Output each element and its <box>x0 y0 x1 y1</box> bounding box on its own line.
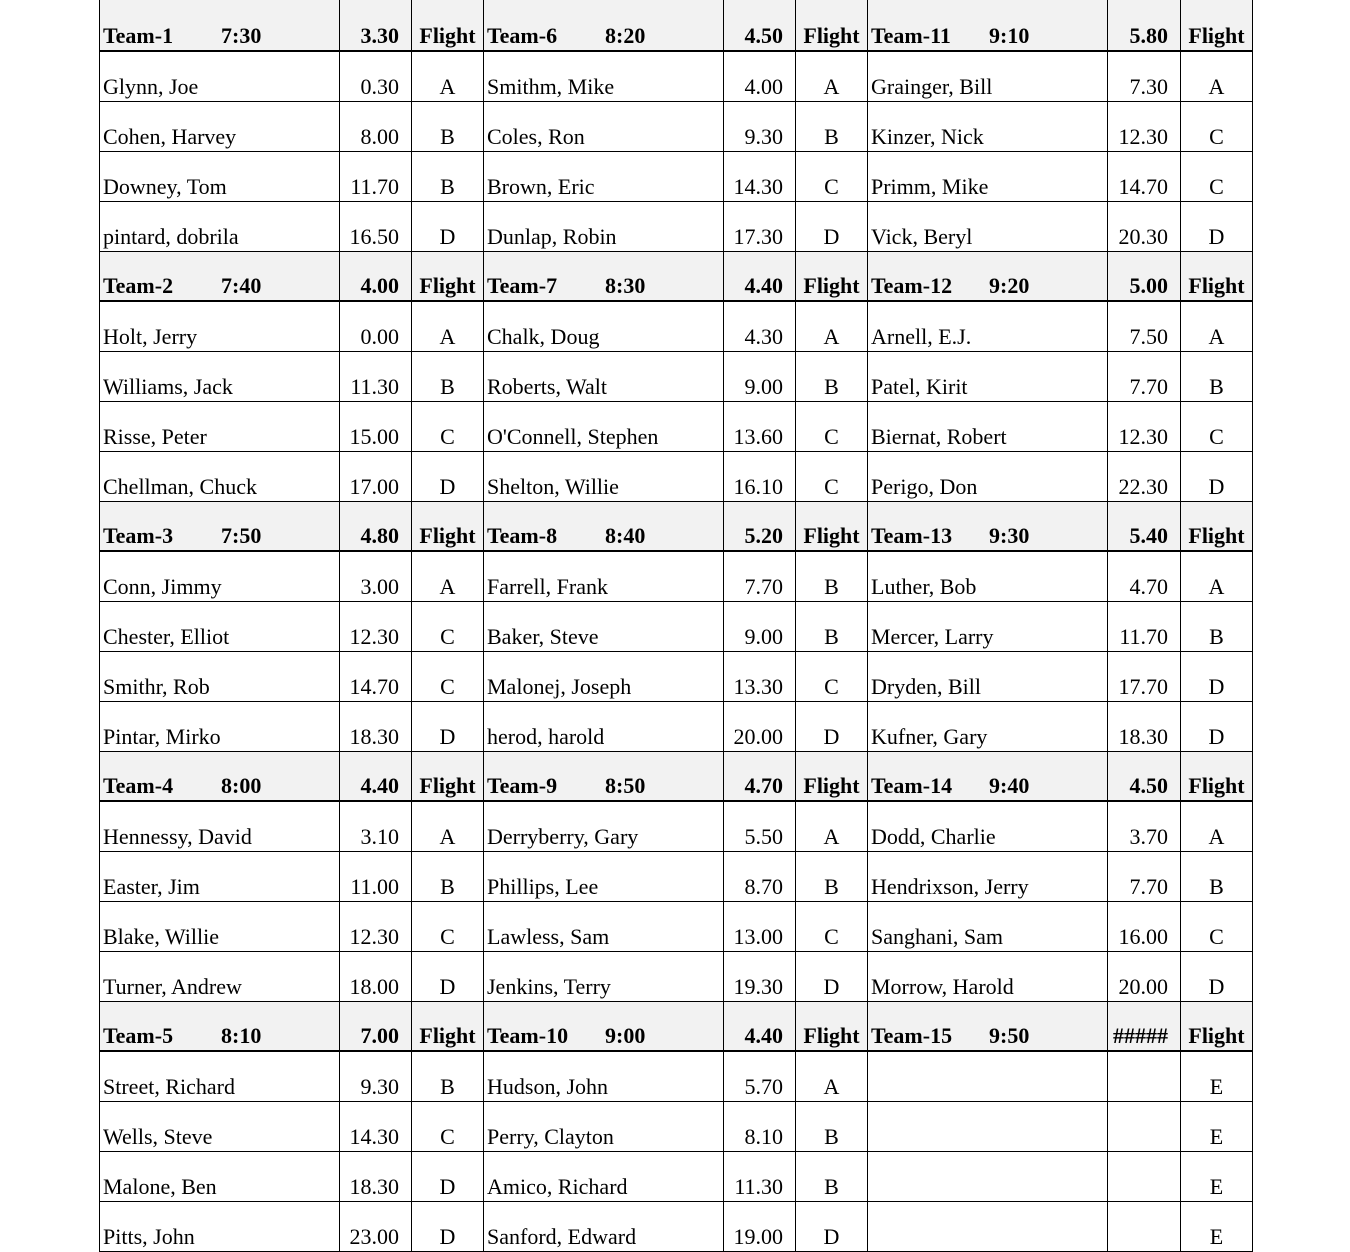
player-row <box>100 51 1253 101</box>
player-handicap: 7.50 <box>1108 301 1181 351</box>
team-header-row <box>100 251 1253 301</box>
player-name: Farrell, Frank <box>484 551 724 601</box>
player-flight: C <box>796 651 868 701</box>
player-flight: A <box>412 301 484 351</box>
tee-time: 8:30 <box>605 273 646 298</box>
player-name: O'Connell, Stephen <box>484 401 724 451</box>
tee-time: 9:00 <box>605 1023 646 1048</box>
team-header-row <box>100 501 1253 551</box>
player-name: Roberts, Walt <box>484 351 724 401</box>
team-header-cell <box>868 751 1108 801</box>
player-handicap: 11.30 <box>340 351 412 401</box>
player-handicap: 13.60 <box>724 401 796 451</box>
player-handicap: 7.70 <box>724 551 796 601</box>
flight-header: Flight <box>796 1001 868 1051</box>
player-flight: E <box>1181 1201 1253 1251</box>
player-handicap: 18.30 <box>340 1151 412 1201</box>
player-name: Hudson, John <box>484 1051 724 1101</box>
flight-header: Flight <box>412 501 484 551</box>
player-handicap: 12.30 <box>1108 401 1181 451</box>
player-flight: A <box>412 51 484 101</box>
player-row <box>100 851 1253 901</box>
player-handicap: 17.30 <box>724 201 796 251</box>
player-handicap: 13.00 <box>724 901 796 951</box>
player-name: Dodd, Charlie <box>868 801 1108 851</box>
team-header-row <box>100 751 1253 801</box>
player-name: Derryberry, Gary <box>484 801 724 851</box>
player-handicap <box>1108 1051 1181 1101</box>
team-name: Team-8 <box>487 523 558 548</box>
player-name: Morrow, Harold <box>868 951 1108 1001</box>
player-handicap: 15.00 <box>340 401 412 451</box>
player-handicap: 11.00 <box>340 851 412 901</box>
flight-header: Flight <box>796 0 868 51</box>
player-row <box>100 101 1253 151</box>
player-handicap: 17.00 <box>340 451 412 501</box>
player-flight: D <box>796 201 868 251</box>
player-flight: B <box>796 1101 868 1151</box>
team-name: Team-5 <box>103 1023 174 1048</box>
player-handicap: 19.30 <box>724 951 796 1001</box>
team-handicap: ##### <box>1108 1001 1181 1051</box>
team-header-row <box>100 1001 1253 1051</box>
player-flight: B <box>796 851 868 901</box>
player-handicap: 3.00 <box>340 551 412 601</box>
player-flight: D <box>796 1201 868 1251</box>
player-handicap: 7.70 <box>1108 351 1181 401</box>
tee-time: 9:30 <box>989 523 1030 548</box>
player-flight: E <box>1181 1151 1253 1201</box>
flight-header: Flight <box>1181 1001 1253 1051</box>
player-handicap: 8.70 <box>724 851 796 901</box>
team-header-cell <box>868 251 1108 301</box>
player-handicap: 16.10 <box>724 451 796 501</box>
player-name: Luther, Bob <box>868 551 1108 601</box>
player-handicap: 13.30 <box>724 651 796 701</box>
player-row <box>100 701 1253 751</box>
player-name: pintard, dobrila <box>100 201 340 251</box>
player-handicap: 8.00 <box>340 101 412 151</box>
tee-time: 8:50 <box>605 773 646 798</box>
player-handicap: 0.30 <box>340 51 412 101</box>
flight-header: Flight <box>412 751 484 801</box>
player-name: Perigo, Don <box>868 451 1108 501</box>
player-handicap: 9.30 <box>340 1051 412 1101</box>
player-handicap: 16.00 <box>1108 901 1181 951</box>
team-name: Team-12 <box>871 273 953 298</box>
player-flight: A <box>796 301 868 351</box>
player-flight: C <box>796 901 868 951</box>
team-handicap: 4.50 <box>724 0 796 51</box>
player-handicap: 14.70 <box>1108 151 1181 201</box>
player-flight: B <box>412 351 484 401</box>
team-name: Team-1 <box>103 23 174 48</box>
team-name: Team-4 <box>103 773 174 798</box>
player-name: Shelton, Willie <box>484 451 724 501</box>
tee-time: 7:50 <box>221 523 262 548</box>
team-header-cell <box>484 0 724 51</box>
player-handicap: 20.30 <box>1108 201 1181 251</box>
player-name: Pintar, Mirko <box>100 701 340 751</box>
player-name: Grainger, Bill <box>868 51 1108 101</box>
player-name: Conn, Jimmy <box>100 551 340 601</box>
player-name: Lawless, Sam <box>484 901 724 951</box>
player-flight: C <box>412 651 484 701</box>
player-name: Mercer, Larry <box>868 601 1108 651</box>
tee-time: 9:40 <box>989 773 1030 798</box>
team-handicap: 7.00 <box>340 1001 412 1051</box>
player-name: Smithm, Mike <box>484 51 724 101</box>
player-flight: C <box>412 1101 484 1151</box>
player-flight: B <box>796 101 868 151</box>
player-row <box>100 1151 1253 1201</box>
player-handicap: 7.30 <box>1108 51 1181 101</box>
player-handicap: 14.70 <box>340 651 412 701</box>
player-handicap: 12.30 <box>340 601 412 651</box>
team-handicap: 4.40 <box>724 251 796 301</box>
player-name: Jenkins, Terry <box>484 951 724 1001</box>
player-flight: C <box>1181 151 1253 201</box>
player-row <box>100 801 1253 851</box>
player-name: Chellman, Chuck <box>100 451 340 501</box>
team-name: Team-15 <box>871 1023 953 1048</box>
player-flight: B <box>412 1051 484 1101</box>
tee-time: 8:10 <box>221 1023 262 1048</box>
player-name: Arnell, E.J. <box>868 301 1108 351</box>
flight-header: Flight <box>412 1001 484 1051</box>
player-name: Malone, Ben <box>100 1151 340 1201</box>
player-name: Williams, Jack <box>100 351 340 401</box>
player-handicap: 18.30 <box>1108 701 1181 751</box>
player-name: Hennessy, David <box>100 801 340 851</box>
team-handicap: 5.40 <box>1108 501 1181 551</box>
player-name: Chalk, Doug <box>484 301 724 351</box>
player-name: Sanghani, Sam <box>868 901 1108 951</box>
player-handicap: 18.30 <box>340 701 412 751</box>
team-header-cell <box>484 751 724 801</box>
player-flight: C <box>412 601 484 651</box>
player-flight: D <box>412 701 484 751</box>
team-header-cell <box>100 501 340 551</box>
player-handicap: 20.00 <box>724 701 796 751</box>
player-flight: D <box>1181 651 1253 701</box>
team-handicap: 4.50 <box>1108 751 1181 801</box>
player-flight: C <box>412 401 484 451</box>
player-name <box>868 1201 1108 1251</box>
player-flight: A <box>796 1051 868 1101</box>
player-flight: D <box>412 1201 484 1251</box>
team-name: Team-2 <box>103 273 174 298</box>
team-name: Team-11 <box>871 23 951 48</box>
player-handicap: 3.70 <box>1108 801 1181 851</box>
player-flight: D <box>412 451 484 501</box>
player-handicap: 7.70 <box>1108 851 1181 901</box>
player-handicap: 12.30 <box>340 901 412 951</box>
player-name: Turner, Andrew <box>100 951 340 1001</box>
player-name: Brown, Eric <box>484 151 724 201</box>
player-handicap: 3.10 <box>340 801 412 851</box>
player-flight: D <box>412 1151 484 1201</box>
tee-time: 8:40 <box>605 523 646 548</box>
player-handicap <box>1108 1151 1181 1201</box>
player-name: Dryden, Bill <box>868 651 1108 701</box>
flight-header: Flight <box>1181 751 1253 801</box>
player-handicap: 5.70 <box>724 1051 796 1101</box>
player-name: Risse, Peter <box>100 401 340 451</box>
player-flight: C <box>796 401 868 451</box>
tee-time: 8:00 <box>221 773 262 798</box>
player-row <box>100 951 1253 1001</box>
player-row <box>100 451 1253 501</box>
player-flight: E <box>1181 1051 1253 1101</box>
player-handicap: 8.10 <box>724 1101 796 1151</box>
player-flight: B <box>796 551 868 601</box>
player-flight: E <box>1181 1101 1253 1151</box>
player-row <box>100 151 1253 201</box>
player-flight: C <box>1181 901 1253 951</box>
player-name: Biernat, Robert <box>868 401 1108 451</box>
player-name: Amico, Richard <box>484 1151 724 1201</box>
team-name: Team-9 <box>487 773 558 798</box>
player-name: Hendrixson, Jerry <box>868 851 1108 901</box>
player-name: Patel, Kirit <box>868 351 1108 401</box>
player-handicap: 4.30 <box>724 301 796 351</box>
team-header-cell <box>100 251 340 301</box>
player-name: Perry, Clayton <box>484 1101 724 1151</box>
player-name <box>868 1051 1108 1101</box>
tee-time: 9:50 <box>989 1023 1030 1048</box>
player-flight: A <box>1181 551 1253 601</box>
team-handicap: 5.00 <box>1108 251 1181 301</box>
player-flight: B <box>796 601 868 651</box>
flight-header: Flight <box>1181 0 1253 51</box>
flight-header: Flight <box>412 0 484 51</box>
player-row <box>100 351 1253 401</box>
player-handicap: 14.30 <box>340 1101 412 1151</box>
team-header-cell <box>100 751 340 801</box>
player-name: Holt, Jerry <box>100 301 340 351</box>
player-name: Vick, Beryl <box>868 201 1108 251</box>
player-flight: D <box>412 951 484 1001</box>
tee-time: 7:30 <box>221 23 262 48</box>
player-flight: C <box>1181 101 1253 151</box>
player-flight: C <box>796 151 868 201</box>
team-handicap: 4.80 <box>340 501 412 551</box>
tee-time: 9:20 <box>989 273 1030 298</box>
player-flight: B <box>796 1151 868 1201</box>
player-name: Kinzer, Nick <box>868 101 1108 151</box>
team-header-cell <box>100 0 340 51</box>
player-flight: A <box>796 51 868 101</box>
player-name: Smithr, Rob <box>100 651 340 701</box>
player-row <box>100 551 1253 601</box>
player-flight: A <box>1181 301 1253 351</box>
player-row <box>100 201 1253 251</box>
player-name: Phillips, Lee <box>484 851 724 901</box>
team-header-cell <box>484 501 724 551</box>
player-handicap: 4.70 <box>1108 551 1181 601</box>
team-header-cell <box>868 0 1108 51</box>
player-handicap: 14.30 <box>724 151 796 201</box>
tee-time: 9:10 <box>989 23 1030 48</box>
player-handicap: 0.00 <box>340 301 412 351</box>
team-handicap: 5.20 <box>724 501 796 551</box>
player-flight: A <box>1181 51 1253 101</box>
player-handicap: 4.00 <box>724 51 796 101</box>
player-row <box>100 1101 1253 1151</box>
player-name: Sanford, Edward <box>484 1201 724 1251</box>
player-handicap: 18.00 <box>340 951 412 1001</box>
player-handicap: 22.30 <box>1108 451 1181 501</box>
player-name: Downey, Tom <box>100 151 340 201</box>
player-name: Blake, Willie <box>100 901 340 951</box>
player-flight: B <box>796 351 868 401</box>
player-name <box>868 1151 1108 1201</box>
player-handicap: 19.00 <box>724 1201 796 1251</box>
pairings-sheet <box>99 0 1253 1252</box>
player-handicap <box>1108 1201 1181 1251</box>
team-handicap: 4.40 <box>724 1001 796 1051</box>
player-name: Cohen, Harvey <box>100 101 340 151</box>
player-flight: C <box>1181 401 1253 451</box>
player-handicap <box>1108 1101 1181 1151</box>
player-row <box>100 301 1253 351</box>
player-flight: A <box>1181 801 1253 851</box>
player-handicap: 5.50 <box>724 801 796 851</box>
player-name: Wells, Steve <box>100 1101 340 1151</box>
team-header-row <box>100 0 1253 51</box>
team-handicap: 5.80 <box>1108 0 1181 51</box>
player-handicap: 9.00 <box>724 351 796 401</box>
team-handicap: 4.40 <box>340 751 412 801</box>
player-flight: C <box>796 451 868 501</box>
player-flight: D <box>1181 451 1253 501</box>
player-name: Malonej, Joseph <box>484 651 724 701</box>
player-name: Primm, Mike <box>868 151 1108 201</box>
team-header-cell <box>100 1001 340 1051</box>
team-name: Team-13 <box>871 523 953 548</box>
player-handicap: 16.50 <box>340 201 412 251</box>
team-name: Team-14 <box>871 773 953 798</box>
flight-header: Flight <box>1181 251 1253 301</box>
team-name: Team-3 <box>103 523 174 548</box>
player-flight: B <box>1181 601 1253 651</box>
flight-header: Flight <box>796 501 868 551</box>
player-row <box>100 401 1253 451</box>
player-flight: D <box>1181 701 1253 751</box>
player-row <box>100 1051 1253 1101</box>
player-handicap: 12.30 <box>1108 101 1181 151</box>
team-name: Team-10 <box>487 1023 569 1048</box>
player-handicap: 11.70 <box>340 151 412 201</box>
tee-time: 7:40 <box>221 273 262 298</box>
player-flight: A <box>796 801 868 851</box>
player-flight: D <box>1181 201 1253 251</box>
player-name: herod, harold <box>484 701 724 751</box>
player-handicap: 9.30 <box>724 101 796 151</box>
player-flight: B <box>412 851 484 901</box>
team-handicap: 4.70 <box>724 751 796 801</box>
player-flight: B <box>1181 351 1253 401</box>
player-flight: D <box>796 951 868 1001</box>
player-name: Kufner, Gary <box>868 701 1108 751</box>
player-name: Easter, Jim <box>100 851 340 901</box>
player-row <box>100 1201 1253 1251</box>
flight-header: Flight <box>796 751 868 801</box>
player-name: Street, Richard <box>100 1051 340 1101</box>
player-handicap: 11.70 <box>1108 601 1181 651</box>
team-header-cell <box>484 251 724 301</box>
player-flight: D <box>796 701 868 751</box>
player-name: Dunlap, Robin <box>484 201 724 251</box>
team-header-cell <box>868 1001 1108 1051</box>
flight-header: Flight <box>412 251 484 301</box>
player-handicap: 11.30 <box>724 1151 796 1201</box>
player-flight: B <box>412 151 484 201</box>
team-name: Team-6 <box>487 23 558 48</box>
player-handicap: 20.00 <box>1108 951 1181 1001</box>
player-flight: D <box>1181 951 1253 1001</box>
team-header-cell <box>868 501 1108 551</box>
team-name: Team-7 <box>487 273 558 298</box>
player-name: Baker, Steve <box>484 601 724 651</box>
player-handicap: 23.00 <box>340 1201 412 1251</box>
flight-header: Flight <box>1181 501 1253 551</box>
player-row <box>100 601 1253 651</box>
player-name: Pitts, John <box>100 1201 340 1251</box>
player-name: Glynn, Joe <box>100 51 340 101</box>
team-handicap: 4.00 <box>340 251 412 301</box>
player-row <box>100 651 1253 701</box>
player-flight: B <box>412 101 484 151</box>
player-flight: D <box>412 201 484 251</box>
team-header-cell <box>484 1001 724 1051</box>
player-flight: A <box>412 801 484 851</box>
player-handicap: 9.00 <box>724 601 796 651</box>
player-name: Coles, Ron <box>484 101 724 151</box>
player-flight: A <box>412 551 484 601</box>
tee-time: 8:20 <box>605 23 646 48</box>
flight-header: Flight <box>796 251 868 301</box>
player-flight: C <box>412 901 484 951</box>
player-flight: B <box>1181 851 1253 901</box>
team-handicap: 3.30 <box>340 0 412 51</box>
player-handicap: 17.70 <box>1108 651 1181 701</box>
player-name <box>868 1101 1108 1151</box>
player-row <box>100 901 1253 951</box>
player-name: Chester, Elliot <box>100 601 340 651</box>
